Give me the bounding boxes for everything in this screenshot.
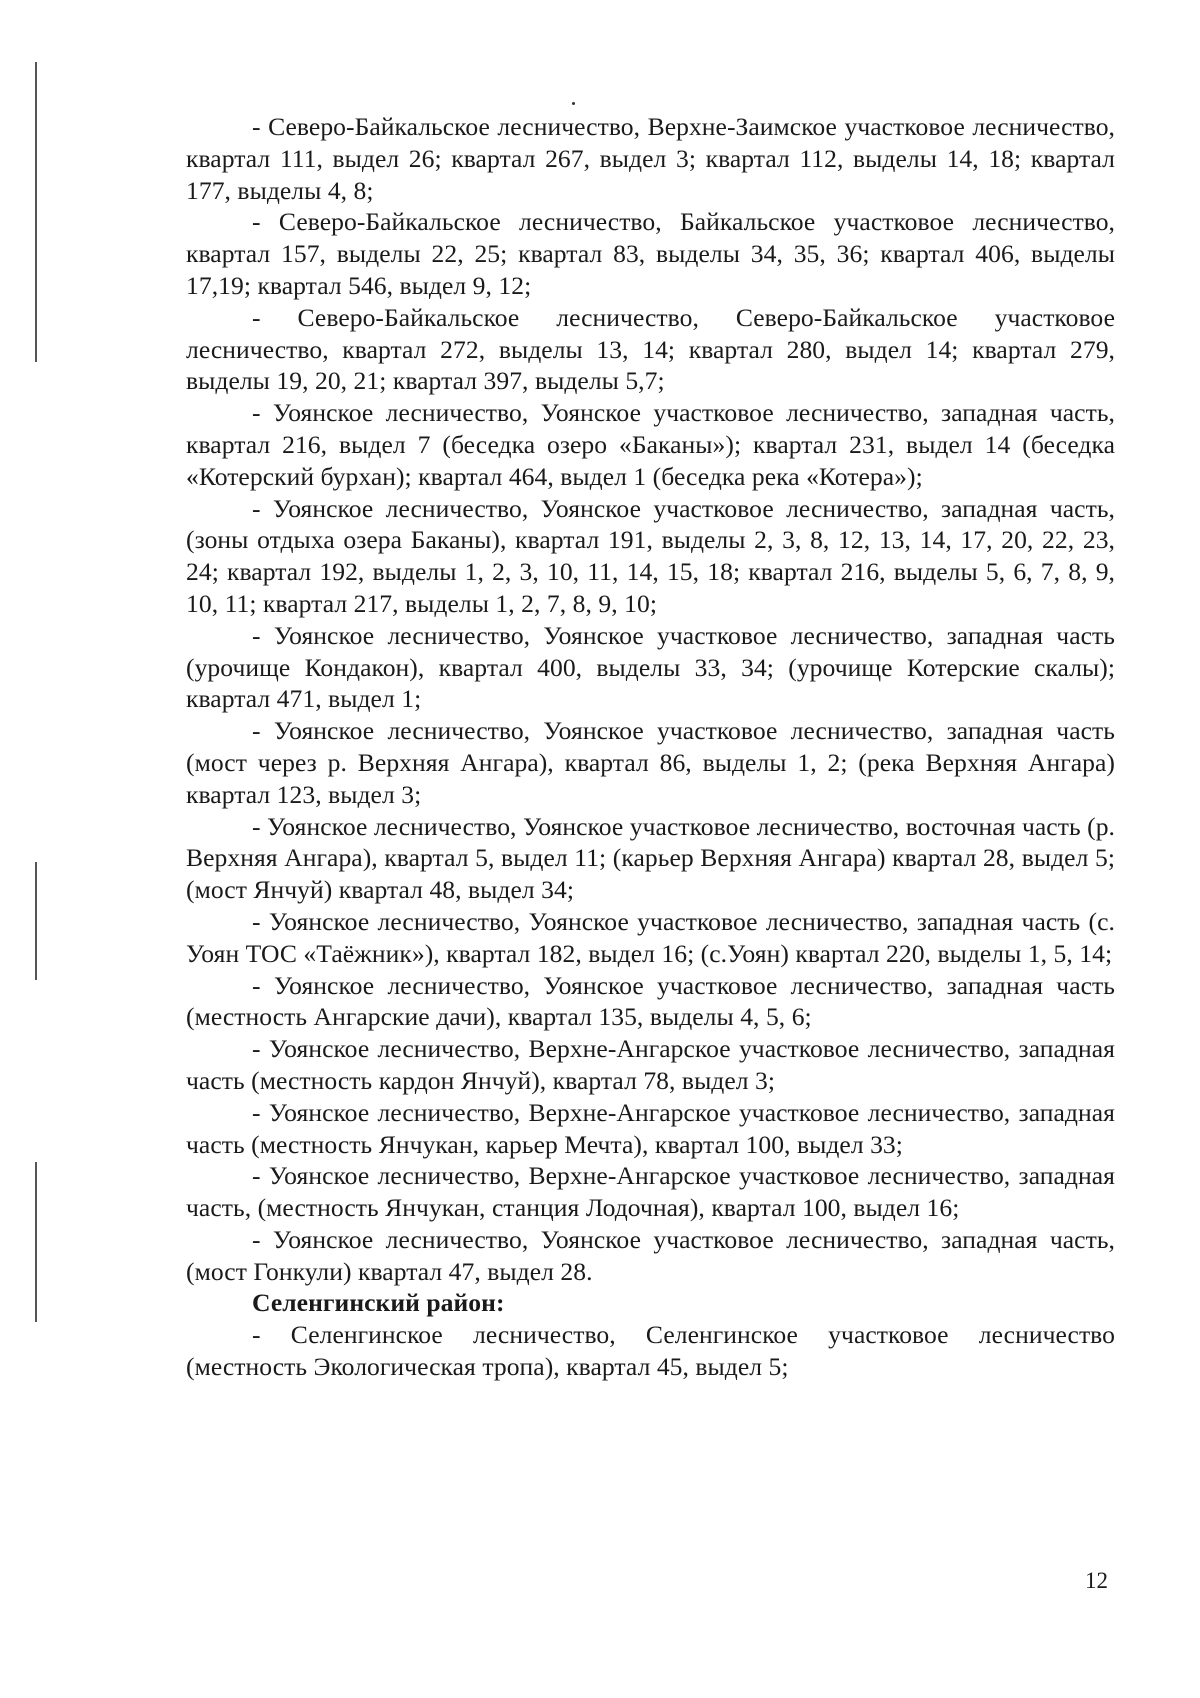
paragraph: - Уоянское лесничество, Уоянское участковое лесничество, западная часть (урочище Кондакон), квартал 400, выделы 33, 34; (урочище Котерские скалы); квартал 471, выдел 1;: [186, 620, 1115, 714]
paragraph: - Уоянское лесничество, Верхне-Ангарское участковое лесничество, западная часть (местность кардон Янчуй), квартал 78, выдел 3;: [186, 1034, 1115, 1095]
paragraph: - Уоянское лесничество, Уоянское участковое лесничество, западная часть (местность Ангарские дачи), квартал 135, выделы 4, 5, 6;: [186, 970, 1115, 1032]
scan-margin-mark: [35, 1162, 37, 1322]
paragraph: - Уоянское лесничество, Уоянское участковое лесничество, западная часть (с. Уоян ТОС «Таёжник»), квартал 182, выдел 16; (с.Уоян) квартал 220, выделы 1, 5, 14;: [186, 906, 1115, 968]
section-heading: Селенгинский район:: [252, 1288, 505, 1318]
document-body: [186, 111, 1115, 1383]
scan-dot-mark: [572, 102, 575, 105]
paragraph: - Северо-Байкальское лесничество, Байкальское участковое лесничество, квартал 157, выделы 22, 25; квартал 83, выделы 34, 35, 36; квартал 406, выделы 17,19; квартал 546, выдел 9, 12;: [186, 207, 1115, 300]
scan-margin-mark: [35, 62, 37, 362]
page-number: 12: [1085, 1568, 1108, 1593]
paragraph: - Уоянское лесничество, Уоянское участковое лесничество, западная часть, (мост Гонкули) квартал 47, выдел 28.: [186, 1224, 1115, 1286]
paragraph: - Уоянское лесничество, Верхне-Ангарское участковое лесничество, западная часть (местность Янчукан, карьер Мечта), квартал 100, выдел 33;: [186, 1097, 1115, 1159]
paragraph: - Уоянское лесничество, Уоянское участковое лесничество, западная часть (мост через р. Верхняя Ангара), квартал 86, выделы 1, 2; (река Верхняя Ангара) квартал 123, выдел 3;: [186, 716, 1115, 809]
paragraph: - Уоянское лесничество, Уоянское участковое лесничество, восточная часть (р. Верхняя Ангара), квартал 5, выдел 11; (карьер Верхняя Ангара) квартал 28, выдел 5; (мост Янчуй) квартал 48, выдел 34;: [186, 811, 1115, 905]
paragraph: - Уоянское лесничество, Верхне-Ангарское участковое лесничество, западная часть, (местность Янчукан, станция Лодочная), квартал 100, выдел 16;: [186, 1161, 1115, 1223]
paragraph: - Селенгинское лесничество, Селенгинское участковое лесничество (местность Экологическая тропа), квартал 45, выдел 5;: [186, 1320, 1115, 1382]
paragraph: - Северо-Байкальское лесничество, Северо-Байкальское участковое лесничество, квартал 272, выделы 13, 14; квартал 280, выдел 14; квартал 279, выделы 19, 20, 21; квартал 397, выделы 5,7;: [186, 302, 1115, 396]
paragraph: - Уоянское лесничество, Уоянское участковое лесничество, западная часть, (зоны отдыха озера Баканы), квартал 191, выделы 2, 3, 8, 12, 13, 14, 17, 20, 22, 23, 24; квартал 192, выделы 1, 2, 3, 10, 11, 14, 15, 18; квартал 216, выделы 5, 6, 7, 8, 9, 10, 11; квартал 217, выделы 1, 2, 7, 8, 9, 10;: [186, 493, 1115, 618]
paragraph: - Северо-Байкальское лесничество, Верхне-Заимское участковое лесничество, квартал 111, выдел 26; квартал 267, выдел 3; квартал 112, выделы 14, 18; квартал 177, выделы 4, 8;: [186, 112, 1115, 205]
scan-margin-mark: [35, 862, 37, 980]
paragraph: - Уоянское лесничество, Уоянское участковое лесничество, западная часть, квартал 216, выдел 7 (беседка озеро «Баканы»); квартал 231, выдел 14 (беседка «Котерский бурхан); квартал 464, выдел 1 (беседка река «Котера»);: [186, 398, 1115, 491]
